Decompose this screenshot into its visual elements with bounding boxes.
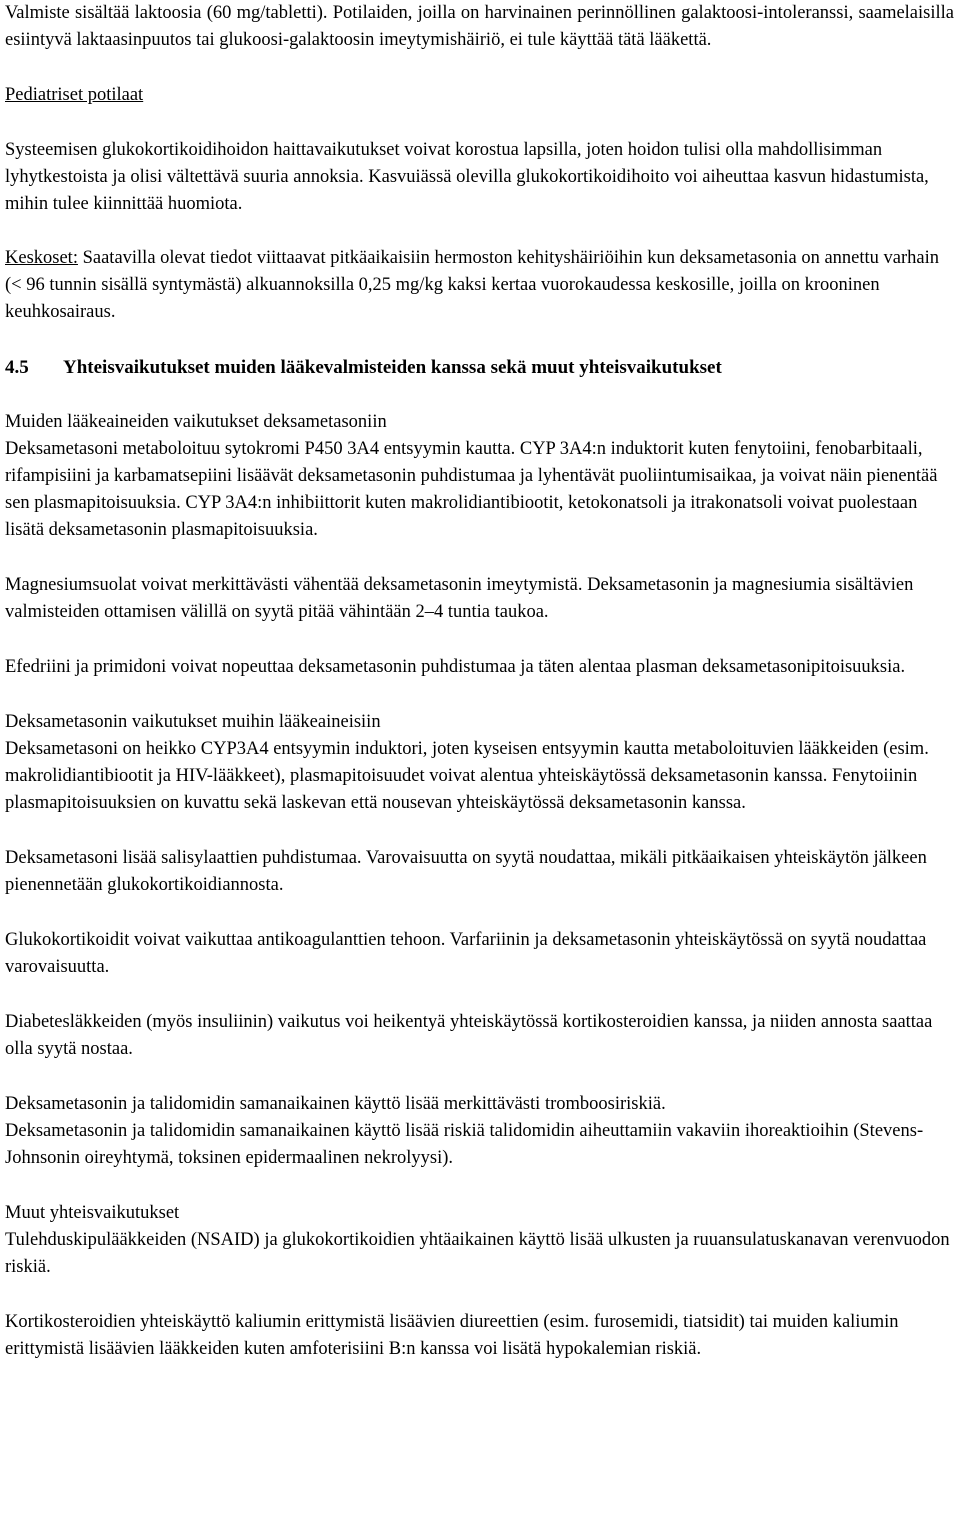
cyp3a4-inducer-paragraph: Deksametasoni on heikko CYP3A4 entsyymin induktori, joten kyseisen entsyymin kautta metaboloituvien lääkkeiden (esim. makrolidiantibiootit ja HIV-lääkkeet), plasmapitoisuudet voivat alentua yhteiskäytössä deksametasonin kanssa. Fenytoiinin plasmapitoisuuksien on kuvattu sekä laskevan että nousevan yhteiskäytössä deksametasonin kanssa. [5,739,929,813]
ephedrine-paragraph: Efedriini ja primidoni voivat nopeuttaa deksametasonin puhdistumaa ja täten alentaa plasman deksametasonipitoisuuksia. [5,657,906,677]
magnesium-paragraph: Magnesiumsuolat voivat merkittävästi vähentää deksametasonin imeytymistä. Deksametasonin ja magnesiumia sisältävien valmisteiden ottamisen välillä on syytä pitää vähintään 2–4 tuntia taukoa. [5,575,914,622]
nsaid-paragraph: Tulehduskipulääkkeiden (NSAID) ja glukokortikoidien yhtäaikainen käyttö lisää ulkusten ja ruuansulatuskanavan verenvuodon riskiä. [5,1230,950,1277]
section-number: 4.5 [5,357,29,378]
diabetes-paragraph: Diabetesläkkeiden (myös insuliinin) vaikutus voi heikentyä yhteiskäytössä kortikosteroidien kanssa, ja niiden annosta saattaa olla syytä nostaa. [5,1012,933,1059]
preterm-paragraph [5,245,954,326]
other-interactions-heading: Muut yhteisvaikutukset [5,1203,180,1223]
section-title: Yhteisvaikutukset muiden lääkevalmisteiden kanssa sekä muut yhteisvaikutukset [63,357,722,378]
effects-on-dex-heading: Muiden lääkeaineiden vaikutukset deksametasoniin [5,412,387,432]
salicylate-paragraph: Deksametasoni lisää salisylaattien puhdistumaa. Varovaisuutta on syytä noudattaa, mikäli pitkäaikaisen yhteiskäytön jälkeen pienennetään glukokortikoidiannosta. [5,848,927,895]
thalidomide-thrombosis-paragraph: Deksametasonin ja talidomidin samanaikainen käyttö lisää merkittävästi tromboosiriskiä. [5,1094,666,1114]
anticoagulant-paragraph: Glukokortikoidit voivat vaikuttaa antikoagulanttien tehoon. Varfariinin ja deksametasonin yhteiskäytössä on syytä noudattaa varovaisuutta. [5,930,927,977]
thalidomide-skin-paragraph: Deksametasonin ja talidomidin samanaikainen käyttö lisää riskiä talidomidin aiheuttamiin vakaviin ihoreaktioihin (Stevens-Johnsonin oireyhtymä, toksinen epidermaalinen nekrolyysi). [5,1121,924,1168]
pediatric-heading: Pediatriset potilaat [5,85,144,105]
dex-effects-heading: Deksametasonin vaikutukset muihin lääkeaineisiin [5,712,381,732]
pediatric-paragraph: Systeemisen glukokortikoidihoidon haittavaikutukset voivat korostua lapsilla, joten hoidon tulisi olla mahdollisimman lyhytkestoista ja olisi vältettävä suuria annoksia. Kasvuiässä olevilla glukokortikoidihoito voi aiheuttaa kasvun hidastumista, mihin tulee kiinnittää huomiota. [5,140,929,214]
section-heading [5,354,954,381]
lactose-warning-paragraph: Valmiste sisältää laktoosia (60 mg/tabletti). Potilaiden, joilla on harvinainen perinnöllinen galaktoosi-intoleranssi, saamelaisilla esiintyvä laktaasinpuutos tai glukoosi-galaktoosin imeytymishäiriö, ei tule käyttää tätä lääkettä. [5,3,954,50]
hypokalemia-paragraph: Kortikosteroidien yhteiskäyttö kaliumin erittymistä lisäävien diureettien (esim. furosemidi, tiatsidit) tai muiden kaliumin erittymistä lisäävien lääkkeiden kuten amfoterisiini B:n kanssa voi lisätä hypokalemian riskiä. [5,1312,899,1359]
preterm-text: Saatavilla olevat tiedot viittaavat pitkäaikaisiin hermoston kehityshäiriöihin kun deksametasonia on annettu varhain (< 96 tunnin sisällä syntymästä) alkuannoksilla 0,25 mg/kg kaksi kertaa vuorokaudessa keskosille, joilla on krooninen keuhkosairaus. [5,248,940,322]
cyp3a4-paragraph: Deksametasoni metaboloituu sytokromi P450 3A4 entsyymin kautta. CYP 3A4:n induktorit kuten fenytoiini, fenobarbitaali, rifampisiini ja karbamatsepiini lisäävät deksametasonin puhdistumaa ja lyhentävät puoliintumisaikaa, ja voivat näin pienentää sen plasmapitoisuuksia. CYP 3A4:n inhibiittorit kuten makrolidiantibiootit, ketokonatsoli ja itrakonatsoli voivat puolestaan lisätä deksametasonin plasmapitoisuuksia. [5,439,938,540]
preterm-label: Keskoset: [5,248,78,268]
